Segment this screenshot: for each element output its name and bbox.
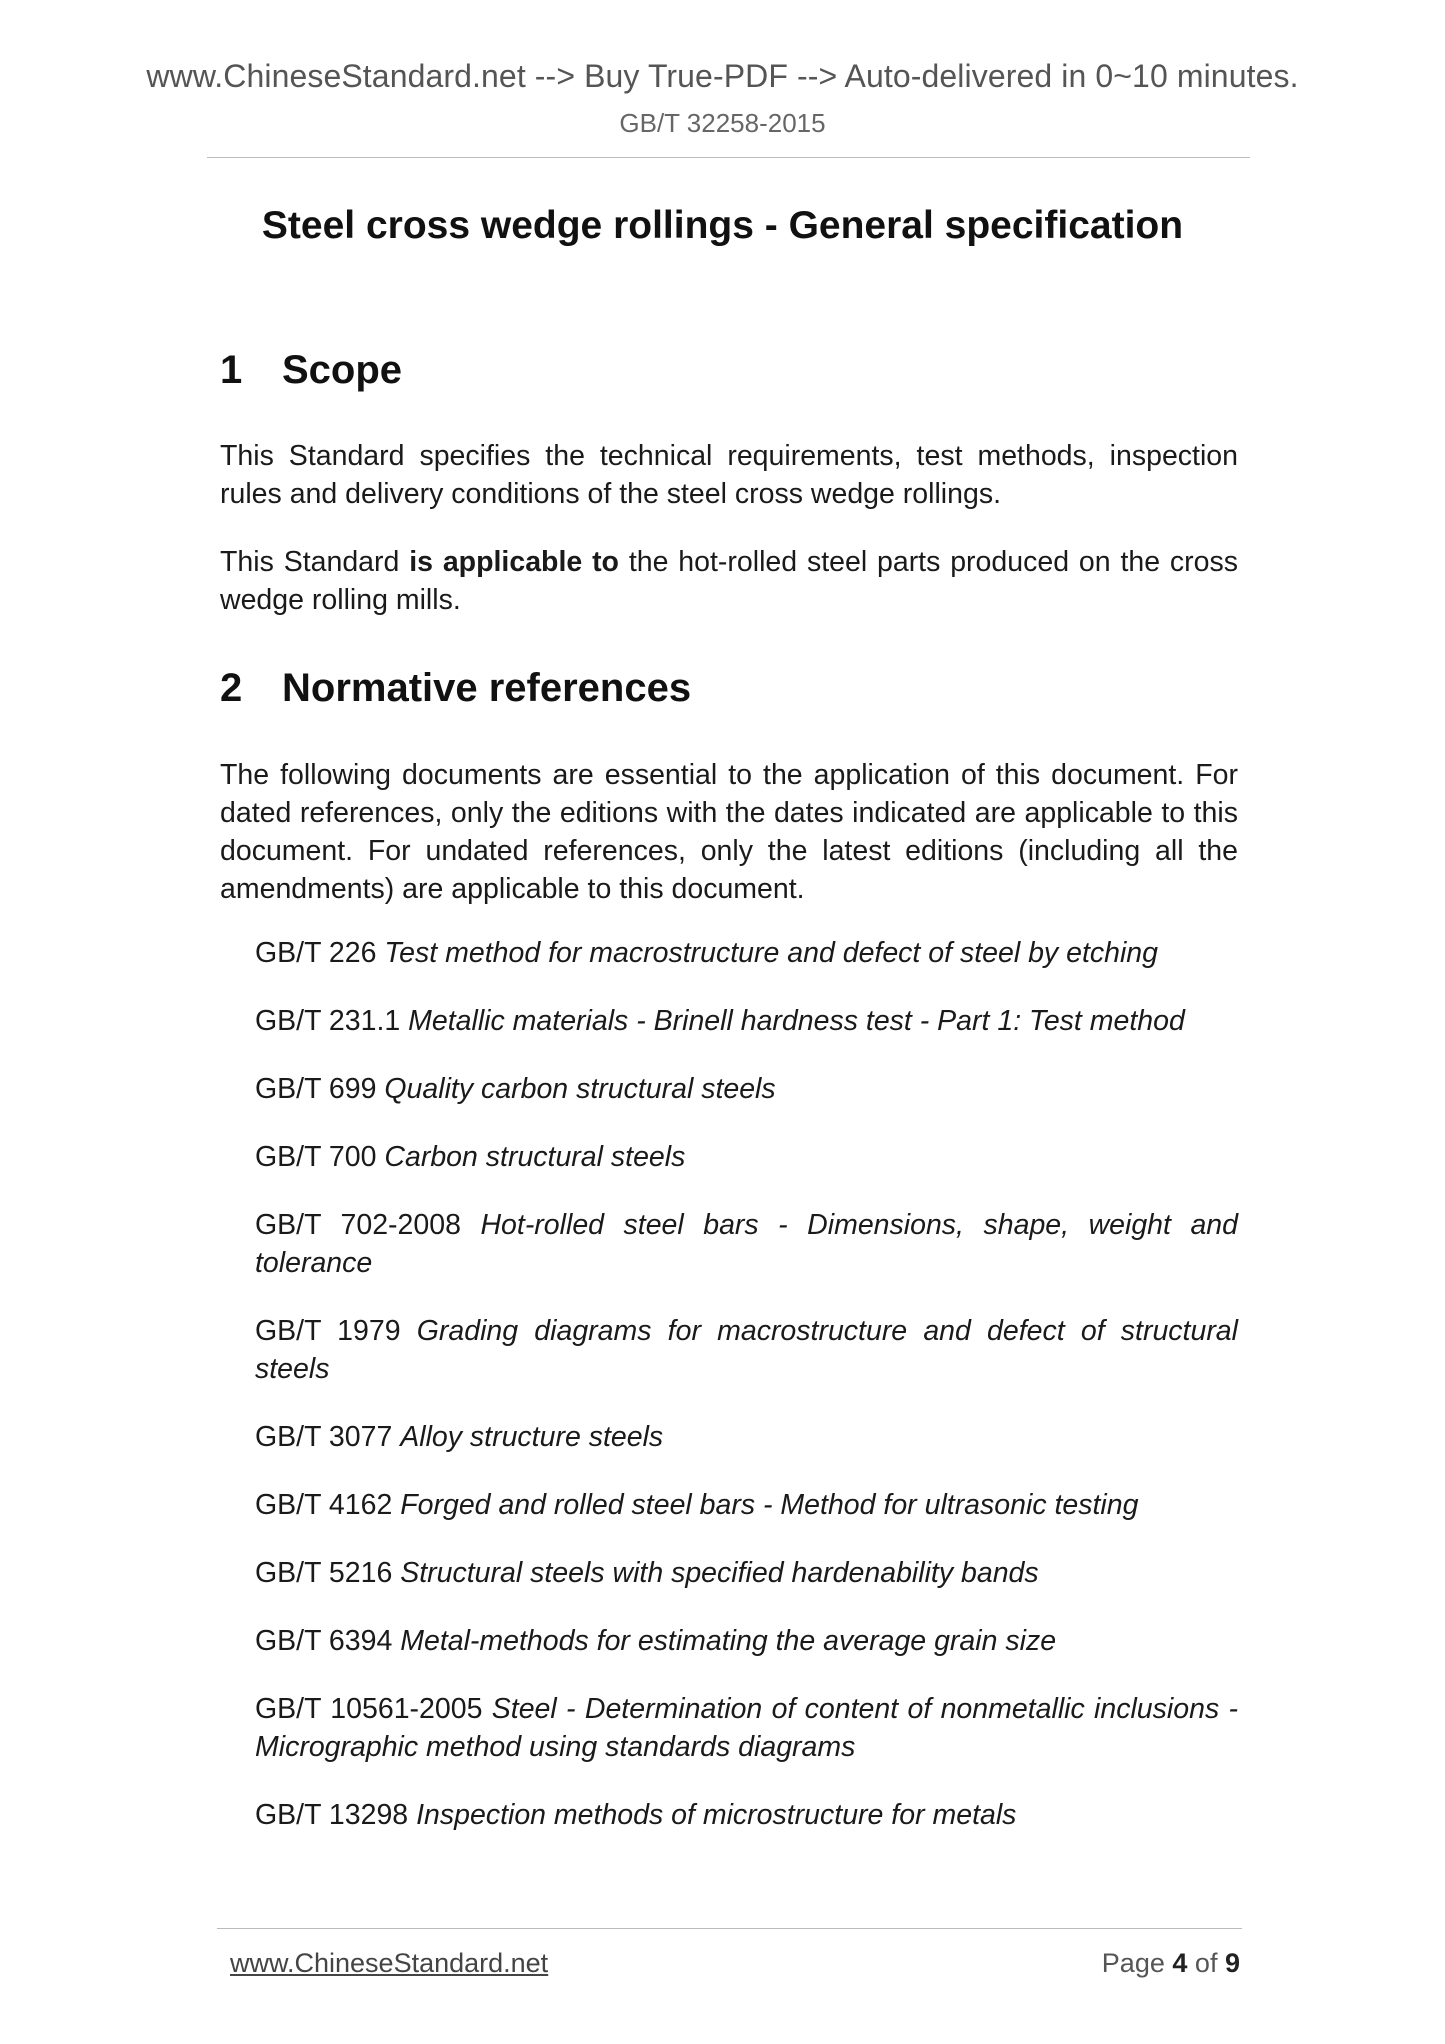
section-1-heading xyxy=(220,348,402,393)
scope-paragraph-2-bold: is applicable to xyxy=(409,546,619,578)
page-label: Page xyxy=(1101,1948,1165,1978)
reference-title: Alloy structure steels xyxy=(400,1421,664,1453)
scope-paragraph-2-pre: This Standard xyxy=(220,546,410,578)
reference-item xyxy=(255,1312,1238,1388)
page-total: 9 xyxy=(1224,1948,1240,1978)
reference-code: GB/T 13298 xyxy=(255,1799,409,1831)
section-1-number: 1 xyxy=(220,348,243,392)
reference-code: GB/T 3077 xyxy=(255,1421,393,1453)
reference-code: GB/T 10561-2005 xyxy=(255,1693,483,1725)
normative-intro-paragraph: The following documents are essential to the application of this document. For dated references, only the editions with the dates indicated are applicable to this document. For undated references, only the latest editions (including all the amendments) are applicable to this document. xyxy=(220,759,1238,905)
reference-code: GB/T 226 xyxy=(255,937,377,969)
reference-code: GB/T 700 xyxy=(255,1141,377,1173)
reference-item xyxy=(255,1554,1238,1592)
reference-title: Quality carbon structural steels xyxy=(384,1073,776,1105)
reference-item xyxy=(255,934,1238,972)
reference-title: Hot-rolled steel bars - Dimensions, shape, weight and tolerance xyxy=(255,1209,1239,1279)
reference-code: GB/T 4162 xyxy=(255,1489,393,1521)
document-title: Steel cross wedge rollings - General specification xyxy=(261,204,1184,247)
reference-code: GB/T 702-2008 xyxy=(255,1209,461,1241)
reference-item xyxy=(255,1206,1238,1282)
header-divider xyxy=(207,157,1250,158)
reference-title: Test method for macrostructure and defect of steel by etching xyxy=(384,937,1158,969)
reference-title: Metal-methods for estimating the average grain size xyxy=(400,1625,1057,1657)
scope-paragraph-1: This Standard specifies the technical requirements, test methods, inspection rules and delivery conditions of the steel cross wedge rollings. xyxy=(220,440,1238,510)
reference-code: GB/T 5216 xyxy=(255,1557,393,1589)
reference-title: Structural steels with specified hardenability bands xyxy=(400,1557,1039,1589)
reference-item xyxy=(255,1622,1238,1660)
reference-title: Grading diagrams for macrostructure and defect of structural steels xyxy=(255,1315,1238,1385)
reference-item xyxy=(255,1796,1238,1834)
reference-item xyxy=(255,1002,1238,1040)
page-indicator xyxy=(1102,1948,1240,1979)
scope-paragraph-2 xyxy=(220,543,1238,619)
reference-item xyxy=(255,1486,1238,1524)
reference-title: Metallic materials - Brinell hardness test - Part 1: Test method xyxy=(408,1005,1185,1037)
page-of: of xyxy=(1194,1948,1218,1978)
reference-title: Forged and rolled steel bars - Method for ultrasonic testing xyxy=(400,1489,1139,1521)
section-2-number: 2 xyxy=(220,666,243,710)
reference-item xyxy=(255,1690,1238,1766)
reference-code: GB/T 231.1 xyxy=(255,1005,401,1037)
page-current: 4 xyxy=(1172,1948,1188,1978)
reference-item xyxy=(255,1070,1238,1108)
reference-title: Inspection methods of microstructure for metals xyxy=(416,1799,1017,1831)
reference-title: Steel - Determination of content of nonmetallic inclusions - Micrographic method using standards diagrams xyxy=(255,1693,1238,1763)
reference-item xyxy=(255,1138,1238,1176)
section-1-title: Scope xyxy=(282,348,403,392)
reference-code: GB/T 1979 xyxy=(255,1315,401,1347)
reference-item xyxy=(255,1418,1238,1456)
section-2-heading xyxy=(220,666,691,711)
reference-code: GB/T 6394 xyxy=(255,1625,393,1657)
standard-code: GB/T 32258-2015 xyxy=(619,108,826,138)
scope-paragraph-2-post: the hot-rolled steel parts produced on the cross wedge rolling mills. xyxy=(220,546,1238,616)
reference-title: Carbon structural steels xyxy=(384,1141,686,1173)
footer-divider xyxy=(217,1928,1242,1929)
section-2-title: Normative references xyxy=(282,666,692,710)
header-banner: www.ChineseStandard.net --> Buy True-PDF --> Auto-delivered in 0~10 minutes. xyxy=(146,58,1299,94)
footer-website-link[interactable]: www.ChineseStandard.net xyxy=(230,1948,549,1978)
reference-code: GB/T 699 xyxy=(255,1073,377,1105)
